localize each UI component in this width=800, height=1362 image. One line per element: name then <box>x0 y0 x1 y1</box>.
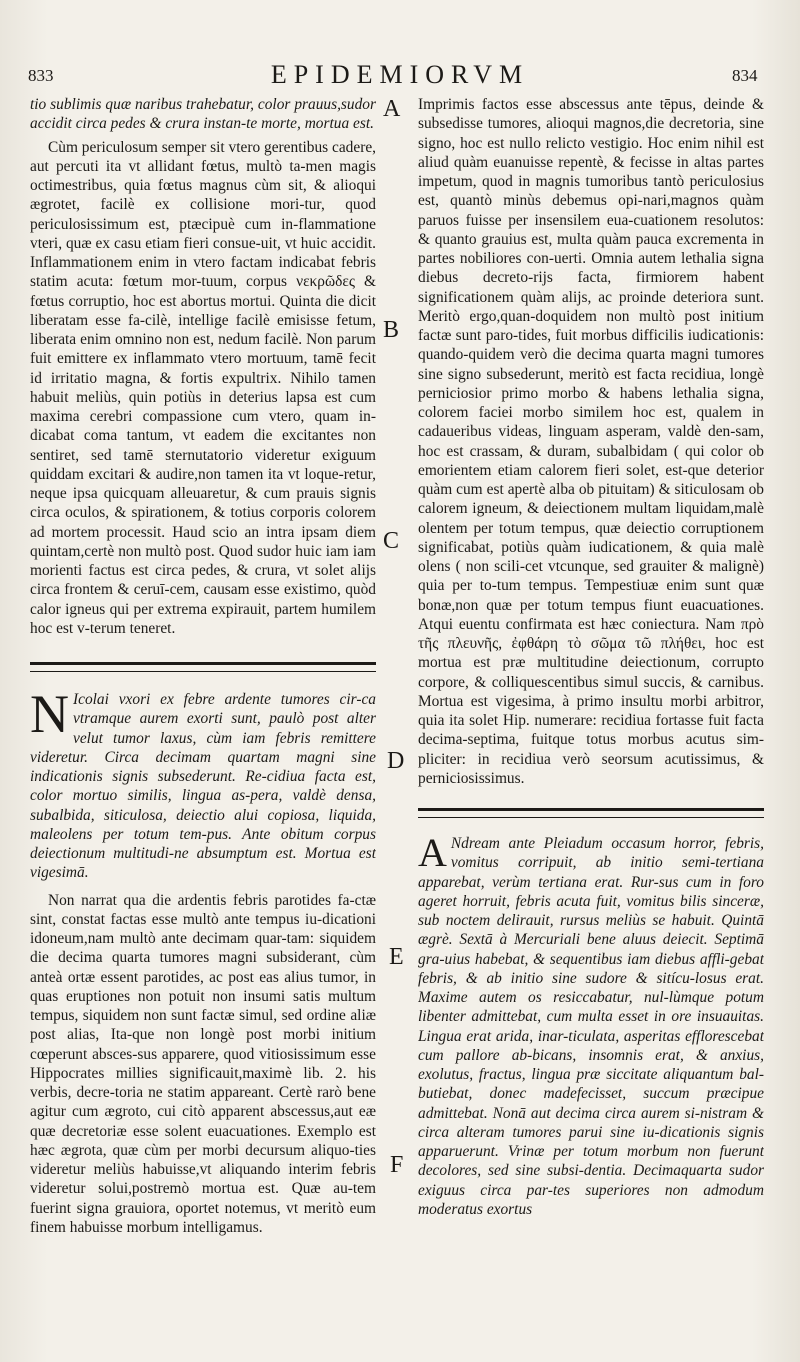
margin-letter-a: A <box>383 96 401 122</box>
margin-letter-b: B <box>383 317 400 343</box>
margin-letter-d: D <box>387 748 405 774</box>
section-divider <box>30 662 376 672</box>
commentary-paragraph: Imprimis factos esse abscessus ante tēpus, deinde & subsedisse tumores, alioqui magnos,die decretoria, sine signo, hoc est nullo relicto vestigio. Hoc enim nihil est aliud quàm euanuisse repentè, & fecisse in altas partes impetum, quod in magnis tumoribus tantò periculosius est, quantò minùs debemus opi-nari,magnos quàm paruos fuisse per insensilem eua-cuationem resolutos: & quanto grauius est, multa quàm pauca excrementa in partes nobiliores con-uerti. Omnia autem lethalia signa diebus decreto-rijs facta, firmiorem habent significationem quàm alijs, ac proinde deteriora sunt. Meritò ergo,quan-doquidem non multò post initium factæ sunt paro-tides, fuit morbus difficilis iudicationis: quando-quidem verò die decima quarta magni tumores sine signo subsederunt, meritò est facta recidiua, longè perniciosior primo morbo & habens lethalia signa, colorem faciei morbo similem hoc est, qualem in cadaueribus videas, linguam asperam, valdè den-sam, hoc est crassam, & duram, subalbidam ( qui color ob emorientem etiam calorem fieri solet, est-que deterior quàm cum est apertè alba ob pituitam) & siticulosam ob calorem igneum, & deiectionem multam liquidam,malè olentem per totum tempus, quæ deiectio corruptionem significabat, potiùs quàm iudicationem, & quia malè olens ( non scili-cet vtcunque, sed grauiter & malignè) quia per to-tum tempus. Tempestiuæ enim sunt quæ bonæ,non quæ per totum tempus fiunt euacuationes. Atqui euentu confirmata est hæc coniectura. Nam πρὸ τῆς πλευνῆς, ἐφθάρη τὸ σῶμα τῶ πλήθει, hoc est mortua est præ multitudine deiectionum, corrupto corpore, & colliquescentibus simul succis, & carnibus. Mortua est vigesima, à primo insultu morbi arbitror, quia ita solet Hip. numerare: recidiua fortasse fuit facta decima-septima, fuitque totus morbus acutus sim-pliciter: in recidiua verò seorsum acutissimus, & perniciosissimus. <box>418 96 764 787</box>
case-paragraph <box>418 830 764 1219</box>
margin-letter-c: C <box>383 528 400 554</box>
margin-letter-e: E <box>389 944 404 970</box>
right-column <box>418 95 764 1345</box>
drop-cap: A <box>418 830 447 875</box>
case-text: Icolai vxori ex febre ardente tumores cir-ca vtramque aurem exorti sunt, paulò post alter velut tumor laxus, cùm iam febris remittere videretur. Circa decimam quartam magni sine indicationis signis subsederunt. Re-cidiua facta est, color mortuo similis, lingua as-pera, valdè densa, subalbida, siticulosa, deiectio alui copiosa, liquida, maleolens per totum tem-pus. Ante obitum corpus deiectionum multitudi-ne absumptum est. Mortua est vigesimā. <box>30 691 376 882</box>
case-continuation: tio sublimis quæ naribus trahebatur, color prauus,sudor accidit circa pedes & crura instan-te morte, mortua est. <box>30 96 376 133</box>
margin-letter-f: F <box>390 1152 404 1178</box>
case-text: Ndream ante Pleiadum occasum horror, febris, vomitus corripuit, ab initio semi-tertiana apparebat, verùm tertiana erat. Rur-sus cum in foro ageret horruit, febris acuta fuit, vomitus bilis sinceræ, sub noctem delirauit, rursus meliùs se habuit. Quintā ægrè. Sextā à Mercuriali bene aluus deiecit. Septimā gra-uius habebat, & sequentibus iam diebus affli-gebat febris, & ab initio sine sudore & sitícu-losus erat. Maxime autem os resiccabatur, nul-lùmque potum libenter admittebat, cum multa esset in ore insuauitas. Lingua erat arida, inar-ticulata, asperitas efflorescebat cum pallore ab-bicans, insomnis erat, & anxius, exolutus, fractus, lingua præ siccitate aliquantum bal-butiebat, donec madefecisset, succum præcipue admittebat. Nonā aut decima circa aurem si-nistram & circa alteram tumores parui sine iu-dicationis signis apparuerunt. Vrinæ per totum morbum non fuerunt decolores, sed sine subsi-dentia. Decimaquarta sudor exiguus circa par-tes superiores non admodum moderatus exortus <box>418 835 764 1218</box>
commentary-paragraph: Cùm periculosum semper sit vtero gerentibus cadere, aut percuti ita vt allidant fœtus, multò ta-men magis octimestribus, quia fœtus magnus cùm sit, & alioqui ægrotet, facilè ex collisione mori-tur, quod periculosissimum est, ptæcipuè cum in-flammatione vteri, quæ ex casu etiam fieri consue-uit, vt huic accidit. Inflammationem enim in vtero factam indicabat febris statim acuta: fœtum mor-tuum, corpus νεκρῶδες & fœtus corruptio, hoc est abortus mortui. Quinta die dicit liberatam esse fa-cilè, intellige facilè emisisse fetum, liberata enim omnino non est, nedum facilè. Non parum fuit emittere ex inflammato vtero mortuum, tamē fecit id irritatio magna, & fortis expultrix. Nihilo tamen habuit meliùs, quin potiùs in deterius lapsa est cum maxima cerebri compassione cum vtero, quam in-dicabat coma tantum, vt eadem die excitantes non sentiret, sed tamē sternutatorio videretur exiguum quiddam excitari & audire,non tamen ita vt loque-retur, neque ipsa quicquam alleuaretur, & cum prauis signis circa oculos, & spirationem, & totius corporis colorem ad mortem processit. Haud scio an intra ipsam diem quintam,certè non multò post. Quod sudor huic iam iam morienti factus est circa pedes, & crura, vt solet alijs circa frontem & ceruī-cem, causam esse existimo, quòd calor igneus qui per extrema expirauit, partem humilem hoc est v-terum teneret. <box>30 138 376 637</box>
running-title: EPIDEMIORVM <box>270 60 530 89</box>
left-page-number: 833 <box>28 66 54 85</box>
right-page-number: 834 <box>732 66 758 85</box>
page-header <box>0 60 800 94</box>
left-column <box>30 95 376 1345</box>
drop-cap: N <box>30 684 69 744</box>
commentary-paragraph: Non narrat qua die ardentis febris parotides fa-ctæ sint, constat factas esse multò ante tempus iu-dicationi idoneum,nam multò ante decimam quar-tam: siquidem die decima quarta tumores magni subsiderant, cùm anteà ortæ essent parotides, ac post eas alius tumor, in quas eruptiones non potuit non insumi satis multum tempus, siquidem non sunt factæ simul, sed ordine aliæ post alias, Ita-que non longè post morbi initium cœperunt absces-sus apparere, quod vitiosissimum esse Hippocrates millies significauit,maximè lib. 2. his verbis, decre-toria ne statim appareant. Certè rarò bene agitur cum ægroto, cui citò apparent abscessus,aut eæ quæ decretoriæ esse solent euacuationes. Exemplo est hæc ægrota, quæ cùm per morbi decursum aliquo-ties videretur meliùs habuisse,vt aliquando interim febris videretur solui,postremò mortua est. Quæ au-tem fuerint signa grauiora, oportet notemus, vt meritò eum finem habuisse morbum intelligamus. <box>30 891 376 1236</box>
case-paragraph <box>30 684 376 883</box>
section-divider <box>418 808 764 818</box>
